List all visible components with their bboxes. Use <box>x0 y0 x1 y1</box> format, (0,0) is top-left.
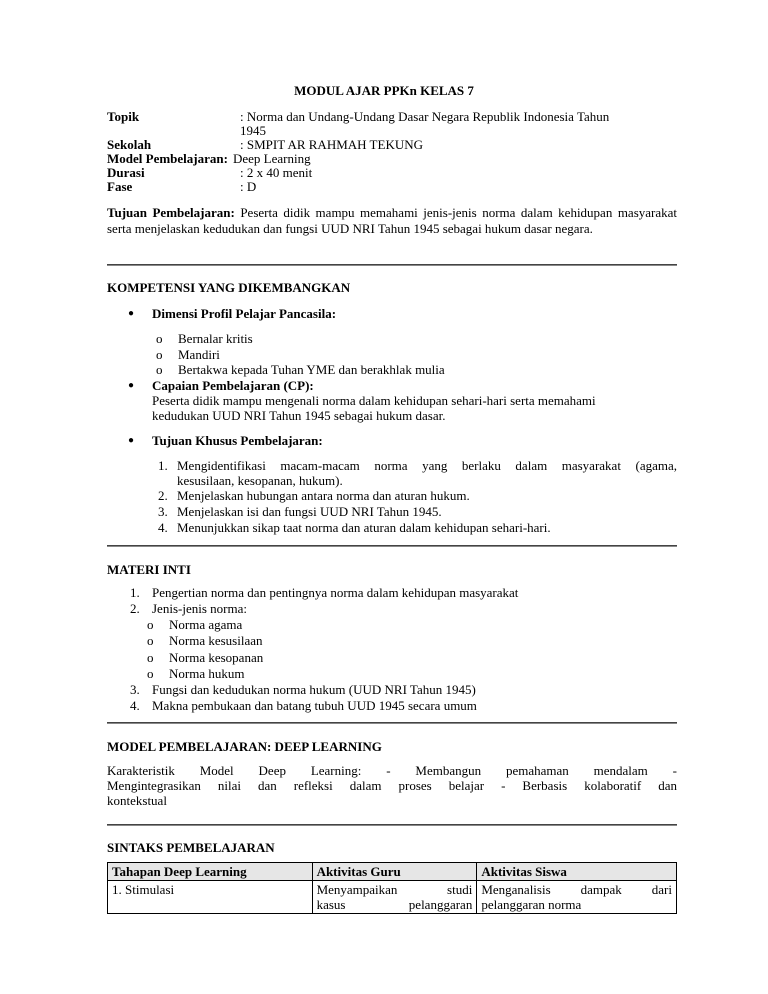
cp-label: Capaian Pembelajaran (CP): <box>152 378 314 393</box>
circle-bullet-icon: o <box>156 347 163 362</box>
model-desc-line2 <box>107 778 677 793</box>
table-cell <box>477 881 677 914</box>
cp-text-line2: kedudukan UUD NRI Tahun 1945 sebagai hukum dasar. <box>152 408 446 423</box>
model-heading: MODEL PEMBELAJARAN: DEEP LEARNING <box>107 739 382 754</box>
sekolah-value: : SMPIT AR RAHMAH TEKUNG <box>240 137 423 152</box>
model-desc-line1-text: Karakteristik Model Deep Learning: - Membangun pemahaman mendalam - <box>107 763 677 778</box>
model-desc-line1 <box>107 763 677 778</box>
cell-line: Menganalisis dampak dari <box>481 882 672 897</box>
durasi-label: Durasi <box>107 165 145 180</box>
materi-item-4: Makna pembukaan dan batang tubuh UUD 1945 secara umum <box>152 698 477 713</box>
profil-item: Bertakwa kepada Tuhan YME dan berakhlak mulia <box>178 362 445 377</box>
divider <box>107 722 677 724</box>
circle-bullet-icon: o <box>156 362 163 377</box>
circle-bullet-icon: o <box>147 650 154 665</box>
bullet-icon: ● <box>128 435 135 446</box>
cell-line: kasus pelanggaran <box>316 897 473 912</box>
model-desc-line3: kontekstual <box>107 793 167 808</box>
materi-heading: MATERI INTI <box>107 562 191 577</box>
bullet-icon: ● <box>128 308 135 319</box>
list-number: 3. <box>130 682 140 697</box>
list-number: 2. <box>130 601 140 616</box>
list-number: 4. <box>130 698 140 713</box>
tujuan-khusus-item-4: Menunjukkan sikap taat norma dan aturan dalam kehidupan sehari-hari. <box>177 520 551 535</box>
table-cell <box>312 881 477 914</box>
divider <box>107 264 677 266</box>
fase-label: Fase <box>107 179 133 194</box>
divider <box>107 824 677 826</box>
document-title: MODUL AJAR PPKn KELAS 7 <box>294 83 474 98</box>
list-number: 2. <box>158 488 168 503</box>
column-header: Aktivitas Siswa <box>477 863 677 881</box>
bullet-icon: ● <box>128 380 135 391</box>
profil-item: Bernalar kritis <box>178 331 253 346</box>
materi-item-3: Fungsi dan kedudukan norma hukum (UUD NRI Tahun 1945) <box>152 682 476 697</box>
cell-line: Menyampaikan studi <box>316 882 473 897</box>
sekolah-label: Sekolah <box>107 137 152 152</box>
materi-sub-item: Norma hukum <box>169 666 245 681</box>
tujuan-khusus-label: Tujuan Khusus Pembelajaran: <box>152 433 323 448</box>
materi-sub-item: Norma kesusilaan <box>169 633 263 648</box>
durasi-value: : 2 x 40 menit <box>240 165 313 180</box>
tujuan-khusus-item-1-line1: Mengidentifikasi macam-macam norma yang berlaku dalam masyarakat (agama, <box>177 458 677 473</box>
topik-value-cont: 1945 <box>240 123 266 138</box>
cell-line: pelanggaran norma <box>481 897 582 912</box>
sintaks-table <box>107 862 677 914</box>
tujuan-khusus-item-1-line2: kesusilaan, kesopanan, hukum). <box>177 473 343 488</box>
circle-bullet-icon: o <box>147 633 154 648</box>
tujuan-khusus-item-1 <box>177 458 677 473</box>
topik-value: : Norma dan Undang-Undang Dasar Negara Republik Indonesia Tahun <box>240 109 610 124</box>
profil-item: Mandiri <box>178 347 220 362</box>
kompetensi-heading: KOMPETENSI YANG DIKEMBANGKAN <box>107 280 351 295</box>
table-row <box>108 881 677 914</box>
materi-item-1: Pengertian norma dan pentingnya norma dalam kehidupan masyarakat <box>152 585 519 600</box>
tujuan-label: Tujuan Pembelajaran: <box>107 205 235 220</box>
list-number: 3. <box>158 504 168 519</box>
model-value: Deep Learning <box>233 151 311 166</box>
profil-label: Dimensi Profil Pelajar Pancasila: <box>152 306 337 321</box>
sintaks-heading: SINTAKS PEMBELAJARAN <box>107 840 275 855</box>
tujuan-paragraph <box>107 205 677 236</box>
divider <box>107 545 677 547</box>
table-header-row <box>108 863 677 881</box>
circle-bullet-icon: o <box>156 331 163 346</box>
model-desc-line2-text: Mengintegrasikan nilai dan refleksi dalam proses belajar - Berbasis kolaboratif dan <box>107 778 677 793</box>
column-header: Tahapan Deep Learning <box>108 863 313 881</box>
circle-bullet-icon: o <box>147 666 154 681</box>
list-number: 4. <box>158 520 168 535</box>
tujuan-khusus-item-2: Menjelaskan hubungan antara norma dan aturan hukum. <box>177 488 470 503</box>
list-number: 1. <box>158 458 168 473</box>
list-number: 1. <box>130 585 140 600</box>
topik-label: Topik <box>107 109 140 124</box>
column-header: Aktivitas Guru <box>312 863 477 881</box>
circle-bullet-icon: o <box>147 617 154 632</box>
table-cell: 1. Stimulasi <box>108 881 313 914</box>
tujuan-khusus-item-3: Menjelaskan isi dan fungsi UUD NRI Tahun 1945. <box>177 504 442 519</box>
tujuan-text: Peserta didik mampu memahami jenis-jenis norma dalam kehidupan masyarakat serta menjelaskan kedudukan dan fungsi UUD NRI Tahun 1945 sebagai hukum dasar negara. <box>107 205 678 236</box>
cp-text-line1: Peserta didik mampu mengenali norma dalam kehidupan sehari-hari serta memahami <box>152 393 596 408</box>
fase-value: : D <box>240 179 257 194</box>
materi-sub-item: Norma kesopanan <box>169 650 264 665</box>
materi-sub-item: Norma agama <box>169 617 243 632</box>
model-label: Model Pembelajaran: <box>107 151 228 166</box>
materi-item-2: Jenis-jenis norma: <box>152 601 247 616</box>
